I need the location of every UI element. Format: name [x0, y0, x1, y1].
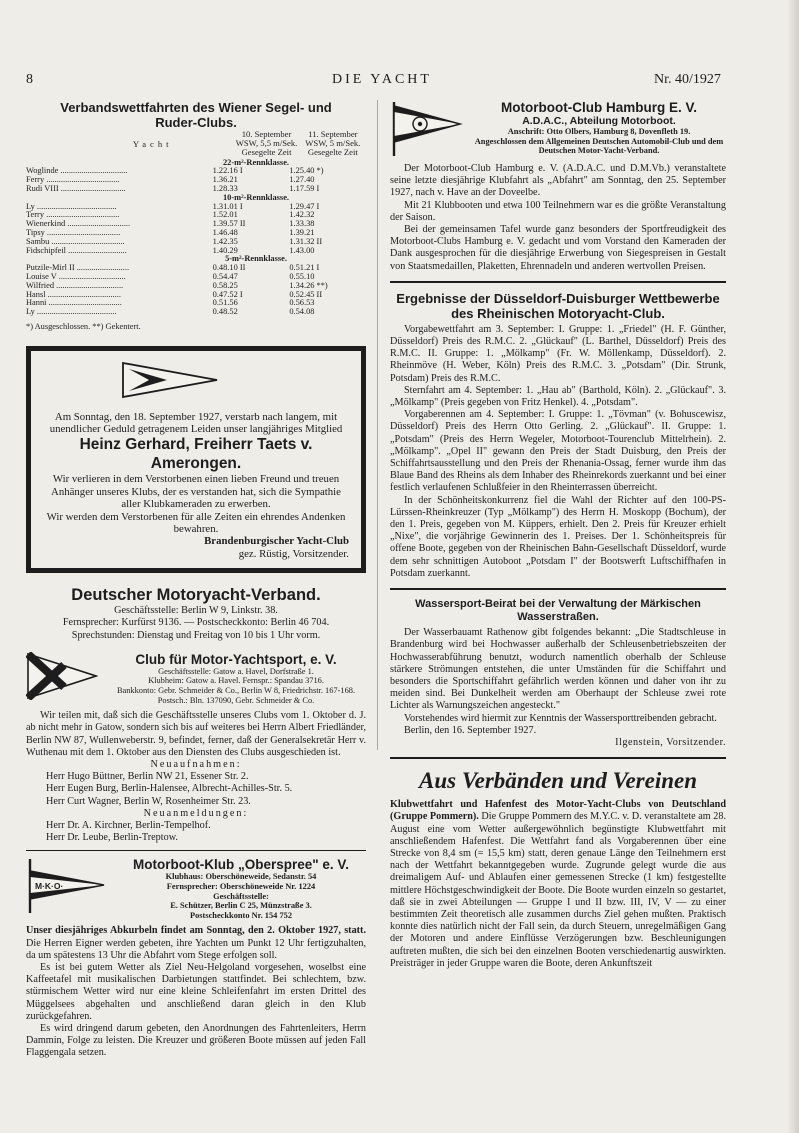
- time-sep10: 1.22.16 I: [212, 166, 243, 176]
- col-sep10-label: Gesegelte Zeit: [241, 147, 292, 158]
- hamburg-subtitle: A.D.A.C., Abteilung Motorboot.: [522, 115, 676, 127]
- obituary-name: Heinz Gerhard, Freiherr Taets v. Amerongen.: [79, 436, 313, 473]
- obituary-closing: Wir werden dem Verstorbenen für alle Zeiten ein ehrendes Andenken bewahren.: [46, 510, 346, 535]
- table-row: [26, 247, 366, 256]
- oberspree-postscheck: Postscheckkonto Nr. 154 752: [189, 910, 293, 920]
- member-entry: Herr Curt Wagner, Berlin W, Rosenheimer Str. 23.: [46, 795, 251, 807]
- time-sep10: 1.42.35: [212, 236, 238, 246]
- dmyv-section: [26, 585, 366, 642]
- time-sep10: 0.54.47: [212, 271, 238, 281]
- cmy-office: Geschäftsstelle: Gatow a. Havel, Dorfstraße 1.: [158, 666, 314, 676]
- duesseldorf-section: [390, 291, 726, 580]
- duesseldorf-p2: Sternfahrt am 4. September: 1. „Hau ab" (Barthold, Köln). 2. „Glückauf". 3. „Mölkamp" (Preis gegeben von Fritz Henkel). 4. „Potsdam".: [390, 384, 726, 409]
- beirat-title: Wassersport-Beirat bei der Verwaltung der Märkischen Wasserstraßen.: [415, 598, 701, 624]
- cmy-header: [26, 652, 366, 705]
- yacht-name: Fidschipfeil ............................: [26, 246, 127, 255]
- pennant-icon: [121, 359, 221, 401]
- wien-title-line1: Verbandswettfahrten des Wiener Segel- und: [60, 100, 332, 115]
- verbaende-text: Die Gruppe Pommern des M.Y.C. v. D. veranstaltete am 28. August eine vom Wetter außergewöhnlich begünstigte Klubwettfahrt mit anschließendem Hafenfest. Die Wettfahrt fand als Vorgaberennen über eine Strecke von 8,4 sm (= 15,5 km) statt, deren genaue Länge den Teilnehmern erst nach der Wettfahrt bekanntgegeben wurde. Zugrunde gelegt wurde die aus dreimaligem Auf- und Ablaufen einer gemessenen Strecke (1 km) festgestellte mittlere Höchstgeschwindigkeit der Boote. Die Boote wurden einzeln so gestartet, daß sie in zwei Abteilungen — Gruppe I und II bzw. III, IV, V — zu einer bestimmten Zeit theoretisch alle zusammen durchs Ziel gehen mußten. Praktisch konnte dies natürlich nicht der Fall sein, da durch Steuern, unregelmäßigen Gang der Motoren und andere Einflüsse Verzögerungen bzw. Beschleunigungen auftreten mußten, die sich bei den einzelnen Booten verschiedenartig auswirkten. Preisträger in jeder Gruppe waren die Boote, deren Ankunftszeit: [390, 811, 727, 969]
- dmyv-hours: Sprechstunden: Dienstag und Freitag von 10 bis 1 Uhr vorm.: [71, 629, 321, 641]
- time-sep10: 0.51.56: [212, 298, 238, 308]
- yacht-name: Ly ......................................: [26, 202, 117, 211]
- yacht-name: Putzile-Mirl II .........................: [26, 264, 130, 273]
- cmy-applications-head: Neuanmeldungen:: [143, 807, 249, 819]
- yacht-name: Terry ...................................: [26, 211, 120, 220]
- yacht-name: Ferry ...................................: [26, 176, 120, 185]
- time-sep11: 1.42.32: [289, 210, 315, 220]
- cmy-section: [26, 652, 366, 845]
- obituary-club: Brandenburgischer Yacht-Club: [204, 535, 349, 548]
- yacht-name: Ly ......................................: [26, 308, 117, 317]
- cmy-new-members-list: [26, 771, 366, 808]
- wien-title: [26, 100, 366, 130]
- yacht-name: Louise V ................................: [26, 272, 126, 281]
- beirat-date: Berlin, den 16. September 1927.: [404, 724, 537, 736]
- cmy-header-text: [106, 652, 366, 705]
- table-row: [26, 299, 366, 308]
- obituary-text: Wir verlieren in dem Verstorbenen einen lieben Freund und treuen Anhänger unseres Klubs, der es verstanden hat, sich die Sympathie aller Klubkameraden zu erwerben.: [51, 473, 341, 511]
- oberspree-p1: [26, 925, 366, 962]
- club-flag-icon: [26, 652, 98, 700]
- member-entry: Herr Hugo Büttner, Berlin NW 21, Essener Str. 2.: [46, 771, 249, 783]
- oberspree-office-head: Geschäftsstelle:: [213, 891, 269, 901]
- verbaende-p1: [390, 799, 726, 970]
- yacht-name: Sambu ...................................: [26, 237, 125, 246]
- hamburg-header-text: [472, 100, 726, 158]
- class-name: 10-m²-Rennklasse.: [222, 192, 290, 202]
- wien-title-line2: Ruder-Clubs.: [155, 115, 237, 130]
- table-row: [26, 203, 366, 212]
- divider: [26, 850, 366, 851]
- yacht-name: Tipsy ...................................: [26, 228, 121, 237]
- beirat-p2: Vorstehendes wird hiermit zur Kenntnis der Wassersporttreibenden gebracht.: [404, 712, 717, 724]
- oberspree-title: Motorboot-Klub „Oberspree" e. V.: [133, 857, 349, 873]
- time-sep10: 0.58.25: [212, 280, 238, 290]
- time-sep11: 1.29.47 I: [289, 201, 320, 211]
- col-sep11-wind: WSW, 5 m/Sek.: [305, 138, 361, 149]
- issue-number: Nr. 40/1927: [654, 72, 721, 87]
- table-row: [26, 220, 366, 229]
- time-sep10: 1.39.57 II: [212, 219, 246, 229]
- time-sep10: 1.31.01 I: [212, 201, 243, 211]
- time-sep11: 0.56.53: [289, 298, 315, 308]
- wien-results-body: [26, 159, 366, 317]
- yacht-name: Wilfried ................................: [26, 281, 124, 290]
- duesseldorf-p3: Vorgaberennen am 4. September: I. Gruppe: 1. „Tövman" (v. Bohuscewisz, Düsseldorf) Preis des Herrn Otto Gerling. 2. „Glückauf". II. Gruppe: 1. „Potsdam" (Preis des Herrn Wegeler, Motorboot-Tourenclub Mittelrhein). 2. „Mölkamp". „Opel II" gewann den Preis der Stadt Duisburg, den Preis der Schiffahrtsausstellung und den Preis der Rhenania-Ossag, ferner wurde ihm das Blaue Band des Rheins als dem Inhaber des Rheinrekords zuerkannt und bei einer festlich verlaufenen Schlußfeier in den Rheinterrassen überreicht.: [390, 409, 726, 494]
- journal-title: DIE YACHT: [332, 72, 432, 87]
- member-entry: Herr Eugen Burg, Berlin-Halensee, Albrecht-Achilles-Str. 5.: [46, 783, 293, 795]
- time-sep11: 0.52.45 II: [289, 289, 323, 299]
- col-sep11-date: 11. September: [308, 129, 358, 139]
- left-column: [26, 100, 366, 1060]
- verbaende-subtitle: Klubwettfahrt und Hafenfest des Motor-Yacht-Clubs von Deutschland (Gruppe Pommern).: [390, 799, 726, 823]
- col-sep10-wind: WSW, 5,5 m/Sek.: [235, 138, 298, 149]
- hamburg-affiliation: Angeschlossen dem Allgemeinen Deutschen Automobil-Club und dem Deutschen Motor-Yacht-Verband.: [474, 136, 724, 156]
- yacht-name: Hansl ...................................: [26, 290, 121, 299]
- page-number: 8: [26, 72, 33, 87]
- oberspree-p2: Es ist bei gutem Wetter als Ziel Neu-Helgoland vorgesehen, woselbst eine Kaffeetafel mit musikalischen Darbietungen stattfindet. Bei schlechtem, bzw. stürmischem Wetter wird nur eine kleine Schleifenfahrt im ersten Drittel des Müggelsees abgehalten und anschließend daran gleich in den Klub zurückgefahren.: [26, 962, 366, 1022]
- page-edge-shadow: [787, 0, 799, 1133]
- table-row: [26, 238, 366, 247]
- table-row: [26, 185, 366, 194]
- class-name: 5-m²-Rennklasse.: [225, 254, 287, 264]
- obituary-intro: Am Sonntag, den 18. September 1927, verstarb nach langem, mit unendlicher Geduld getragenem Leiden unser langjähriges Mitglied: [49, 410, 343, 435]
- time-sep11: 1.31.32 II: [289, 236, 323, 246]
- column-rule: [377, 100, 378, 750]
- duesseldorf-p1: Vorgabewettfahrt am 3. September: I. Gruppe: 1. „Friedel" (H. F. Günther, Düsseldorf) Preis des R.M.C. 2. „Glückauf" (L. Barthel, Düsseldorf) Preis des R.M.C. II. Gruppe: 1. „Mölkamp" (Fr. W. Möllenkamp, Düsseldorf). 2. Rheinmöve (H. Weber, Köln) Preis des R.M.C. 3. „Potsdam" (Dir. Strunk, Potsdam) Preis des R.M.C.: [390, 323, 726, 384]
- col-sep10: [233, 130, 299, 158]
- col-sep10-date: 10. September: [241, 129, 292, 139]
- verbaende-title: Aus Verbänden und Vereinen: [419, 768, 697, 794]
- cmy-bank: Bankkonto: Gebr. Schmeider & Co., Berlin W 8, Friedrichstr. 167-168. Postsch.: Bln. 137090, Gebr. Schmeider & Co.: [116, 686, 356, 705]
- divider: [390, 588, 726, 590]
- oberspree-clubhouse: Klubhaus: Oberschöneweide, Sedanstr. 54: [165, 872, 317, 882]
- oberspree-p1-bold: Unser diesjähriges Abkurbeln findet am Sonntag, den 2. Oktober 1927, statt.: [26, 925, 366, 937]
- dmyv-office: Geschäftsstelle: Berlin W 9, Linkstr. 38.: [114, 605, 278, 617]
- time-sep11: 1.17.59 I: [289, 184, 320, 193]
- beirat-p1: Der Wasserbauamt Rathenow gibt folgendes bekannt: „Die Stadtschleuse in Brandenburg wird bei Hochwasser außerhalb der Schleusenbetriebszeiten der Hochwasserabführung benutzt, wodurch namentlich oberhalb der Schleuse stärkere Strömungen entstehen, die unter Umständen für die Schiffahrt und besonders die Sportschiffahrt gefährlich werden können und daher von ihr zu meiden sind. Bei Dunkelheit werden am Oberhaupt der Schleuse zwei rote Lichter als Warnungszeichen angesteckt.": [390, 627, 726, 712]
- oberspree-p3: Es wird dringend darum gebeten, den Anordnungen des Fahrtenleiters, Herrn Dammin, Folge zu leisten. Die Kreuzer und größeren Boote müssen auf jeden Fall Flaggengala setzen.: [26, 1023, 366, 1059]
- verbaende-section: [390, 767, 726, 970]
- table-row: [26, 291, 366, 300]
- time-sep11: 1.25.40 *): [289, 166, 324, 176]
- oberspree-header-text: [116, 857, 366, 920]
- divider: [390, 757, 726, 759]
- oberspree-office: E. Schützer, Berlin C 25, Münzstraße 3.: [170, 901, 312, 911]
- time-sep10: 1.40.29: [212, 245, 238, 255]
- cmy-clubhouse: Klubheim: Gatow a. Havel. Fernspr.: Spandau 3716.: [148, 676, 324, 686]
- hamburg-p2: Mit 21 Klubbooten und etwa 100 Teilnehmern war es die größte Veranstaltung der Saison.: [390, 199, 726, 223]
- time-sep10: 1.28.33: [212, 184, 238, 193]
- col-yacht: Yacht: [132, 139, 173, 149]
- oberspree-section: [26, 857, 366, 1059]
- hamburg-title: Motorboot-Club Hamburg E. V.: [501, 100, 697, 115]
- yacht-name: Rudi VIII ...............................: [26, 185, 126, 193]
- time-sep10: 0.48.10 II: [212, 263, 246, 273]
- duesseldorf-p4: In der Schönheitskonkurrenz fiel die Wahl der Richter auf den 100-PS-Lürssen-Rheinkreuzer (Typ „Mölkamp") des Herrn H. Moskopp (Bochum), der den 1. Preis, gegeben von M. Küppers, erhielt. Den 2. Preis für Kreuzer erhielt „Nixe", die vorjährige Gewinnerin des 1. Preises. Der 1. Schönheitspreis für offene Boote, gegeben von der Rheinischen Bahn-Gesellschaft Düsseldorf, wurde dem sehr schnittigen Autoboot „Potsdam I" der Bootswerft Luftschiffhafen in Potsdam zuerkannt.: [390, 494, 726, 579]
- time-sep11: 1.33.38: [289, 219, 315, 229]
- time-sep11: 1.39.21: [289, 227, 315, 237]
- table-row: [26, 211, 366, 220]
- dmyv-title: Deutscher Motoryacht-Verband.: [71, 586, 321, 605]
- time-sep11: 0.55.10: [289, 271, 315, 281]
- time-sep11: 1.43.00: [289, 245, 315, 255]
- col-sep11: [300, 130, 366, 158]
- hamburg-header: [390, 100, 726, 158]
- time-sep10: 1.36.21: [212, 175, 238, 185]
- mko-flag-text: M·K·O·: [35, 881, 64, 892]
- wien-footnote: *) Ausgeschlossen. **) Gekentert.: [26, 321, 141, 331]
- hamburg-section: [390, 100, 726, 273]
- cmy-applications-list: [26, 820, 366, 844]
- time-sep10: 0.47.52 I: [212, 289, 243, 299]
- member-entry: Herr Dr. A. Kirchner, Berlin-Tempelhof.: [46, 820, 211, 832]
- hamburg-address: Anschrift: Otto Olbers, Hamburg 8, Dovenfleth 19.: [507, 127, 691, 136]
- divider: [390, 281, 726, 283]
- table-row: [26, 308, 366, 317]
- col-sep11-label: Gesegelte Zeit: [307, 147, 358, 158]
- hamburg-pennant-icon: [390, 100, 464, 158]
- cmy-title: Club für Motor-Yachtsport, e. V.: [135, 651, 337, 667]
- yacht-name: Woglinde ................................: [26, 167, 128, 176]
- oberspree-header: [26, 857, 366, 920]
- class-name: 22-m²-Rennklasse.: [222, 157, 290, 167]
- duesseldorf-title: Ergebnisse der Düsseldorf-Duisburger Wettbewerbe des Rheinischen Motoryacht-Club.: [396, 290, 720, 321]
- oberspree-phone: Fernsprecher: Oberschöneweide Nr. 1224: [166, 882, 316, 892]
- table-row: [26, 167, 366, 176]
- member-entry: Herr Dr. Leube, Berlin-Treptow.: [46, 832, 178, 844]
- wien-section: [26, 100, 366, 332]
- cmy-new-members-head: Neuaufnahmen:: [150, 759, 242, 770]
- cmy-announcement: Wir teilen mit, daß sich die Geschäftsstelle unseres Clubs vom 1. Oktober d. J. ab nicht mehr in Gatow, sondern sich bis auf weiteres bei Herrn Albert Friedländer, Berlin NW 87, Wullenweberstr. 9, befindet, ferner, daß der Generalsekretär Herr v. Wuthenau mit dem 1. Oktober aus den Diensten des Clubs ausgeschieden ist.: [26, 710, 366, 758]
- beirat-signature: Ilgenstein, Vorsitzender.: [615, 736, 726, 748]
- table-row: [26, 264, 366, 273]
- wien-table-header: [72, 130, 366, 158]
- yacht-name: Wienerkind ..............................: [26, 220, 131, 229]
- mko-flag-icon: [26, 857, 108, 915]
- right-column: [390, 100, 726, 970]
- beirat-section: [390, 598, 726, 749]
- yacht-name: Hanni ...................................: [26, 299, 122, 308]
- time-sep11: 0.51.21 I: [289, 263, 320, 273]
- hamburg-p1: Der Motorboot-Club Hamburg e. V. (A.D.A.C. und D.M.Vb.) veranstaltete seine letzte diesjährige Klubfahrt als „Abfahrt" am Sonntag, den 25. September 1927, nach v. Have an der Doveelbe.: [390, 163, 726, 199]
- time-sep11: 1.27.40: [289, 175, 315, 185]
- time-sep10: 1.52.01: [212, 210, 238, 220]
- dmyv-phone: Fernsprecher: Kurfürst 9136. — Postscheckkonto: Berlin 46 704.: [62, 617, 330, 629]
- oberspree-p1-rest: Die Herren Eigner werden gebeten, ihre Yachten um Punkt 12 Uhr fertigzuhalten, da um spätestens 13 Uhr die Abfahrt vom Stege erfolgen soll.: [26, 937, 366, 961]
- hamburg-p3: Bei der gemeinsamen Tafel wurde ganz besonders der Sportfreudigkeit des Motorboot-Clubs Hamburg e. V. gedacht und vom Vorstand den Kameraden der Dank ausgesprochen für die diesjährige Erwerbung von Siegespreisen in Gestalt von Staatsmedaillen, Plaketten, Ehrennadeln und anderen wertvollen Preisen.: [390, 224, 726, 272]
- obituary-box: [26, 346, 366, 574]
- obituary-sign: gez. Rüstig, Vorsitzender.: [238, 547, 349, 560]
- time-sep11: 0.54.08: [289, 307, 315, 317]
- time-sep10: 0.48.52: [212, 307, 238, 317]
- time-sep11: 1.34.26 **): [289, 280, 328, 290]
- time-sep10: 1.46.48: [212, 227, 238, 237]
- wien-results-table: [26, 159, 366, 317]
